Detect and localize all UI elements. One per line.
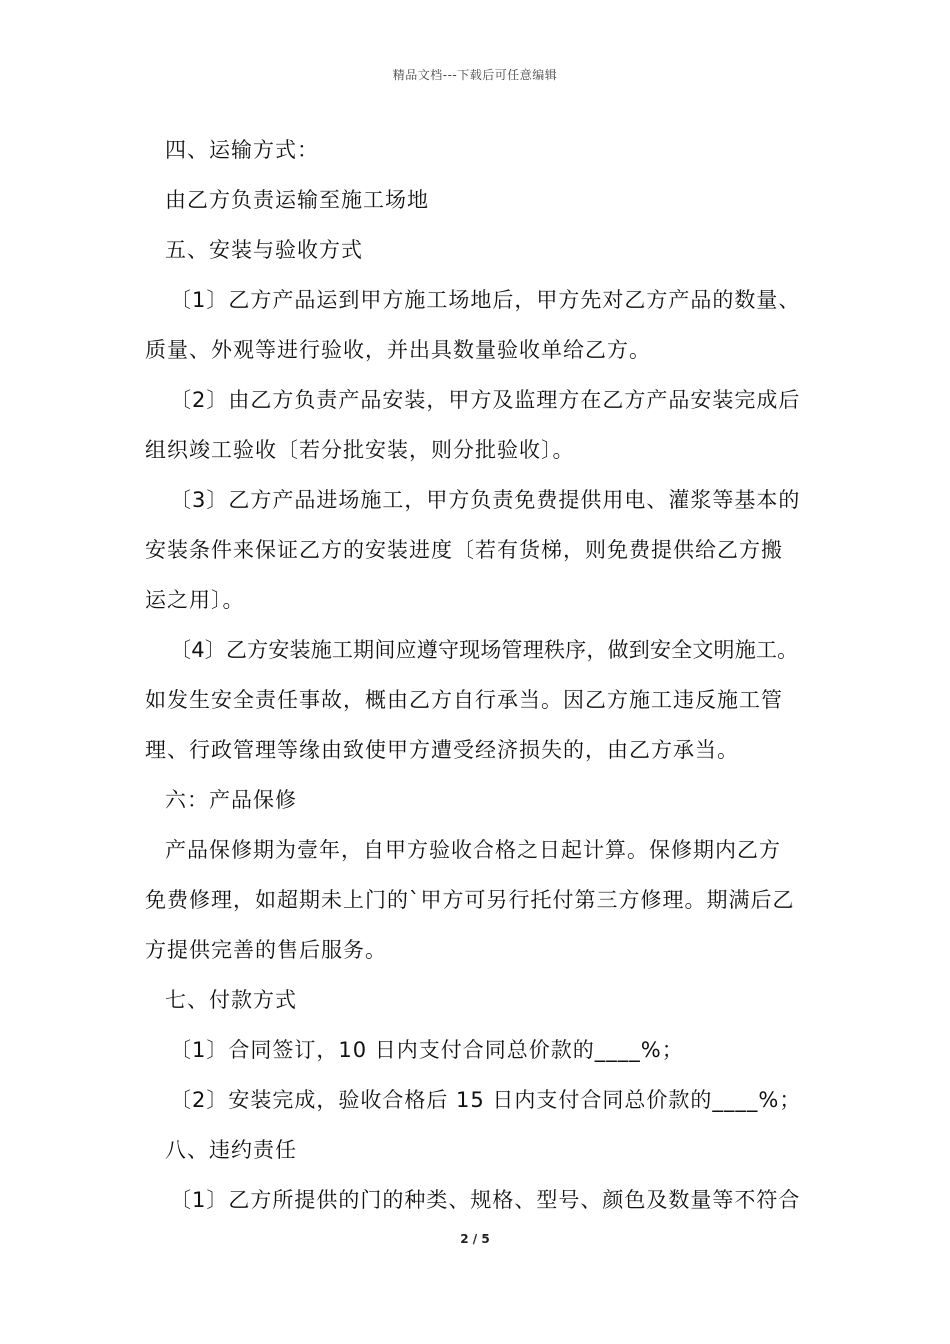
paragraph-line: 理、行政管理等缘由致使甲方遭受经济损失的，由乙方承当。	[145, 738, 739, 762]
paragraph-line: 〔1〕乙方所提供的门的种类、规格、型号、颜色及数量等不符合	[170, 1188, 801, 1212]
paragraph-line: 运之用〕。	[145, 588, 245, 612]
paragraph-line: 免费修理，如超期未上门的`甲方可另行托付第三方修理。期满后乙	[145, 888, 795, 912]
section-heading-warranty: 六：产品保修	[165, 788, 297, 812]
section-heading-liability: 八、违约责任	[165, 1138, 297, 1162]
paragraph-line: 〔1〕乙方产品运到甲方施工场地后，甲方先对乙方产品的数量、	[170, 288, 801, 312]
paragraph-line: 〔2〕安装完成，验收合格后 15 日内支付合同总价款的____%；	[170, 1088, 802, 1112]
paragraph-line: 方提供完善的售后服务。	[145, 938, 387, 962]
paragraph-line: 质量、外观等进行验收，并出具数量验收单给乙方。	[145, 338, 651, 362]
section-heading-transport: 四、运输方式：	[165, 138, 319, 162]
page-number: 2 / 5	[460, 1232, 490, 1246]
paragraph-line: 如发生安全责任事故，概由乙方自行承当。因乙方施工违反施工管	[145, 688, 783, 712]
page-header: 精品文档---下载后可任意编辑	[392, 68, 558, 82]
paragraph-line: 〔1〕合同签订，10 日内支付合同总价款的____%；	[170, 1038, 684, 1062]
paragraph-line: 〔3〕乙方产品进场施工，甲方负责免费提供用电、灌浆等基本的	[170, 488, 801, 512]
paragraph-line: 安装条件来保证乙方的安装进度〔若有货梯，则免费提供给乙方搬	[145, 538, 783, 562]
paragraph-line: 产品保修期为壹年，自甲方验收合格之日起计算。保修期内乙方	[165, 838, 781, 862]
paragraph-line: 组织竣工验收〔若分批安装，则分批验收〕。	[145, 438, 575, 462]
section-heading-install: 五、安装与验收方式	[165, 238, 363, 262]
paragraph-line: 〔2〕由乙方负责产品安装，甲方及监理方在乙方产品安装完成后	[170, 388, 801, 412]
paragraph-line: 〔4〕乙方安装施工期间应遵守现场管理秩序，做到安全文明施工。	[170, 638, 799, 662]
section-heading-payment: 七、付款方式	[165, 988, 297, 1012]
paragraph-line: 由乙方负责运输至施工场地	[165, 188, 429, 212]
